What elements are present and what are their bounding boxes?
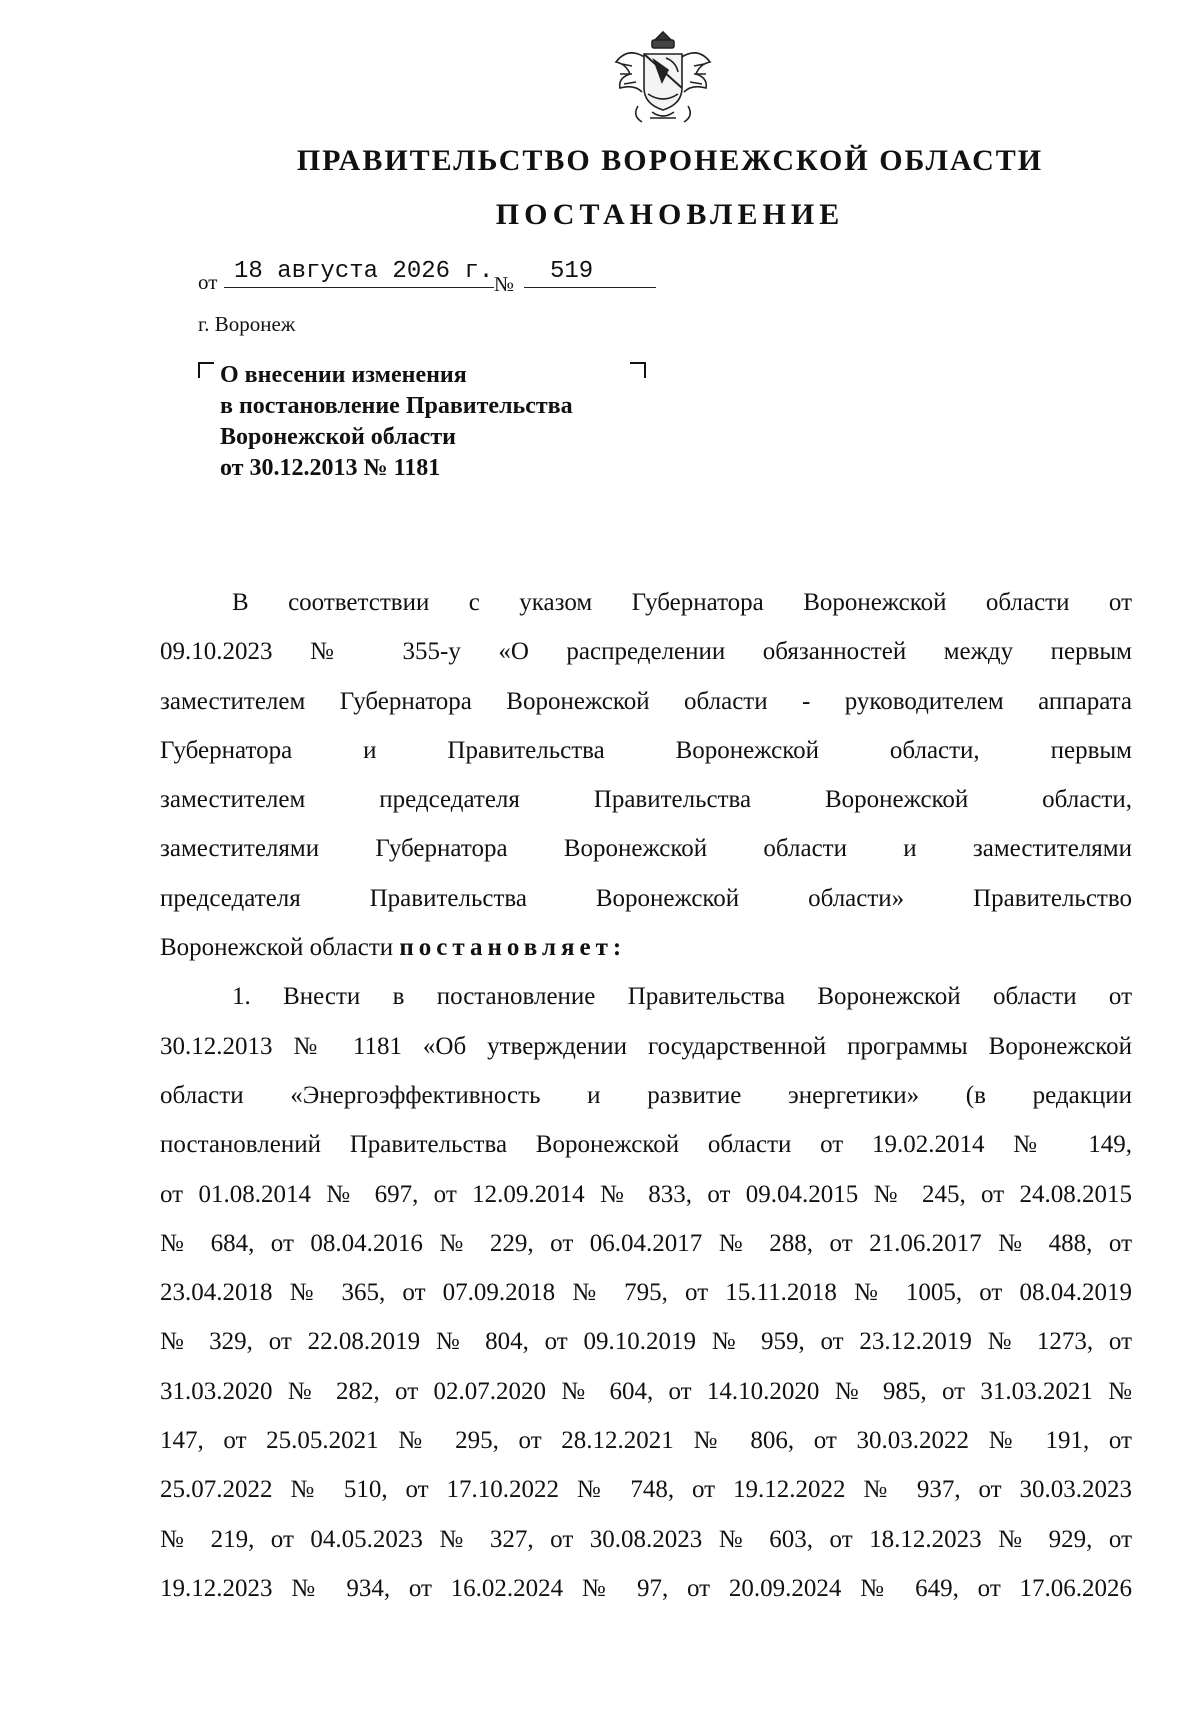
body-line: заместителем Губернатора Воронежской области - руководителем аппарата — [160, 687, 1132, 715]
item1-line: от 01.08.2014 № 697, от 12.09.2014 № 833, от 09.04.2015 № 245, от 24.08.2015 — [160, 1180, 1132, 1208]
item1-line: 19.12.2023 № 934, от 16.02.2024 № 97, от 20.09.2024 № 649, от 17.06.2026 — [160, 1574, 1132, 1602]
subject-text — [220, 360, 573, 484]
resolving-lead: Воронежской области — [160, 934, 394, 962]
subject-line: Воронежской области — [220, 424, 456, 450]
subject-line: О внесении изменения — [220, 362, 467, 388]
body-line: заместителем председателя Правительства Воронежской области, — [160, 786, 1132, 814]
item1-line: 31.03.2020 № 282, от 02.07.2020 № 604, от 14.10.2020 № 985, от 31.03.2021 № — [160, 1377, 1132, 1405]
document-type-title: ПОСТАНОВЛЕНИЕ — [495, 198, 845, 231]
body-line: заместителями Губернатора Воронежской области и заместителями — [160, 835, 1132, 863]
subject-line: в постановление Правительства — [220, 393, 573, 419]
body-line: 09.10.2023 № 355-у «О распределении обязанностей между первым — [160, 638, 1132, 666]
body-line: Губернатора и Правительства Воронежской области, первым — [160, 736, 1132, 764]
item1-line: 147, от 25.05.2021 № 295, от 28.12.2021 № 806, от 30.03.2022 № 191, от — [160, 1427, 1132, 1455]
date-prefix: от — [198, 270, 218, 294]
item1-line: № 219, от 04.05.2023 № 327, от 30.08.2023 № 603, от 18.12.2023 № 929, от — [160, 1525, 1132, 1553]
document-date: 18 августа 2026 г. — [224, 258, 494, 288]
document-number: 519 — [524, 258, 656, 288]
coat-of-arms-emblem — [608, 28, 718, 128]
subject-corner-left — [198, 362, 214, 378]
item1-line: № 329, от 22.08.2019 № 804, от 09.10.2019 № 959, от 23.12.2019 № 1273, от — [160, 1328, 1132, 1356]
item1-line: № 684, от 08.04.2016 № 229, от 06.04.2017 № 288, от 21.06.2017 № 488, от — [160, 1229, 1132, 1257]
item1-line: 30.12.2013 № 1181 «Об утверждении государственной программы Воронежской — [160, 1032, 1132, 1060]
body-line: В соответствии с указом Губернатора Воронежской области от — [232, 589, 1132, 616]
document-body — [160, 578, 1132, 1613]
item1-line: 25.07.2022 № 510, от 17.10.2022 № 748, от 19.12.2022 № 937, от 30.03.2023 — [160, 1476, 1132, 1504]
organization-title: ПРАВИТЕЛЬСТВО ВОРОНЕЖСКОЙ ОБЛАСТИ — [296, 144, 1044, 177]
item1-line: области «Энергоэффективность и развитие энергетики» (в редакции — [160, 1081, 1132, 1109]
subject-line: от 30.12.2013 № 1181 — [220, 455, 441, 481]
body-line: председателя Правительства Воронежской области» Правительство — [160, 884, 1132, 912]
item1-line: постановлений Правительства Воронежской области от 19.02.2014 № 149, — [160, 1131, 1132, 1159]
resolving-line — [160, 923, 1132, 972]
document-subject — [198, 360, 678, 500]
resolving-word: постановляет: — [399, 934, 627, 962]
subject-corner-right — [630, 362, 646, 378]
city-name: г. Воронеж — [198, 312, 296, 336]
item1-line: 1. Внести в постановление Правительства Воронежской области от — [232, 983, 1132, 1011]
item1-line: 23.04.2018 № 365, от 07.09.2018 № 795, от 15.11.2018 № 1005, от 08.04.2019 — [160, 1279, 1132, 1307]
number-prefix: № — [494, 272, 515, 296]
date-number-line — [198, 258, 678, 294]
